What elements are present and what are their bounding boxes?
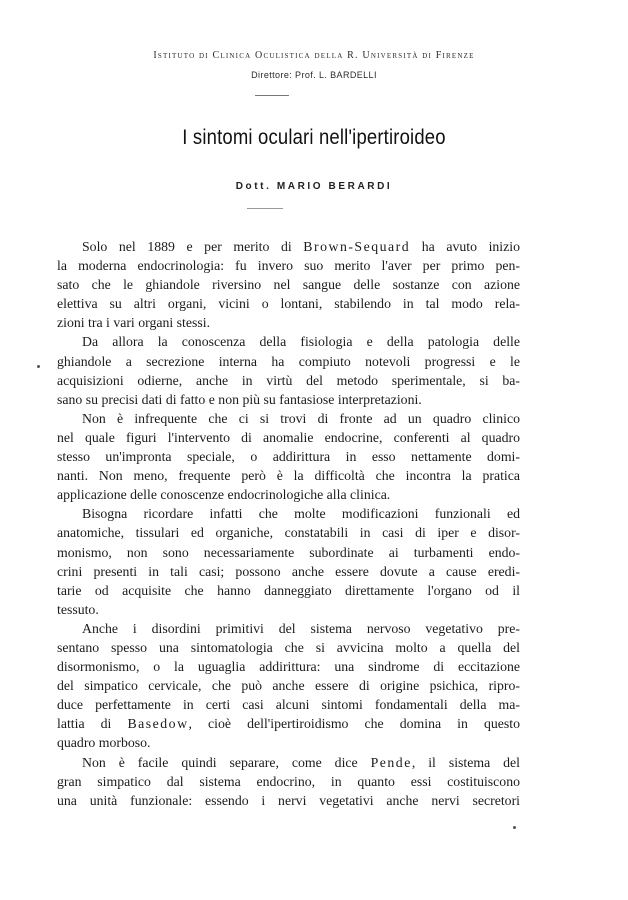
- text-line: [57, 237, 520, 256]
- text-line: nanti. Non meno, frequente però è la difficoltà che incontra la pratica: [57, 468, 520, 484]
- text-line: [57, 753, 520, 772]
- text-line: applicazione delle conoscenze endocrinologiche alla clinica.: [57, 487, 391, 503]
- text-line: tarie od acquisite che hanno danneggiato direttamente l'organo od il: [57, 582, 520, 598]
- text-line: acquisizioni odierne, anche in virtù del metodo sperimentale, si ba-: [57, 372, 520, 388]
- text-line: anatomiche, tissulari ed organiche, constatabili in casi di iper e disor-: [57, 525, 520, 541]
- text-line: monismo, non sono necessariamente subordinate ai turbamenti endo-: [57, 544, 520, 560]
- text-line: elettiva su altri organi, vicini o lontani, stabilendo in tal modo rela-: [57, 296, 520, 312]
- text-line: quadro morboso.: [57, 735, 151, 751]
- text-line: Non è infrequente che ci si trovi di fronte ad un quadro clinico: [82, 410, 520, 426]
- text-line: Anche i disordini primitivi del sistema nervoso vegetativo pre-: [82, 620, 520, 636]
- text-line: disormonismo, o la uguaglia addirittura: una sindrome di eccitazione: [57, 659, 520, 675]
- title-divider: [247, 208, 283, 209]
- text-line: la moderna endocrinologia: fu invero suo merito l'aver per primo pen-: [57, 258, 520, 274]
- text-line: gran simpatico dal sistema endocrino, in quanto essi costituiscono: [57, 773, 520, 789]
- margin-speck: [37, 365, 40, 368]
- text-line: Da allora la conoscenza della fisiologia e della patologia delle: [82, 334, 520, 350]
- text-line: sentano spesso una sintomatologia che si avvicina molto a quella del: [57, 639, 520, 655]
- author-name: Basedow: [127, 716, 189, 732]
- text-fragment: Solo nel 1889 e per merito di: [82, 239, 304, 254]
- text-line: nel quale figuri l'intervento di anomalie endocrine, conferenti al quadro: [57, 429, 520, 445]
- text-fragment: , cioè dell'ipertiroidismo che domina in questo: [188, 716, 520, 732]
- director-line: Direttore: Prof. L. BARDELLI: [251, 70, 377, 80]
- article-title: I sintomi oculari nell'ipertiroideo: [182, 126, 446, 149]
- text-line: sano su precisi dati di fatto e non più su fantasiose interpretazioni.: [57, 391, 422, 407]
- text-fragment: , il sistema del: [411, 754, 520, 770]
- text-line: duce perfettamente in certi casi alcuni sintomi fondamentali della ma-: [57, 697, 520, 713]
- text-line: Bisogna ricordare infatti che molte modificazioni funzionali ed: [82, 506, 520, 522]
- author-name: Brown-Sequard: [303, 239, 411, 254]
- text-line: ghiandole a secrezione interna ha compiuto notevoli progressi e le: [57, 353, 520, 369]
- institute-header: Istituto di Clinica Oculistica della R. Università di Firenze: [153, 50, 475, 61]
- text-line: crini presenti in tali casi; possono anche essere dovute a cause eredi-: [57, 563, 520, 579]
- text-line: del simpatico cervicale, che può anche essere di origine psichica, ripro-: [57, 678, 520, 694]
- text-line: una unità funzionale: essendo i nervi vegetativi anche nervi secretori: [57, 792, 520, 808]
- text-line: stesso un'impronta speciale, o addirittura in esso nettamente domi-: [57, 449, 520, 465]
- article-body: [57, 237, 520, 810]
- article-author: Dott. MARIO BERARDI: [235, 181, 393, 192]
- text-line: sato che le ghiandole riversino nel sangue delle sostanze con azione: [57, 277, 520, 293]
- text-line: [57, 714, 520, 733]
- text-line: tessuto.: [57, 601, 99, 617]
- text-fragment: ha avuto inizio: [410, 239, 520, 254]
- text-fragment: lattia di: [57, 716, 128, 732]
- text-fragment: Non è facile quindi separare, come dice: [82, 754, 371, 770]
- text-line: zioni tra i vari organi stessi.: [57, 315, 211, 331]
- margin-speck: [513, 826, 516, 829]
- header-divider: [255, 95, 289, 96]
- author-name: Pende: [370, 754, 412, 770]
